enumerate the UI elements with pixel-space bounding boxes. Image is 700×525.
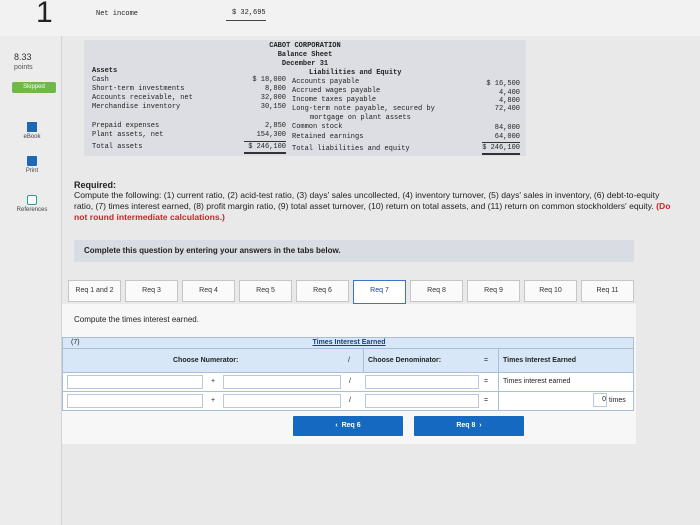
print-label: Print (25, 168, 39, 174)
ebook-label: eBook (23, 134, 41, 140)
instruction-box (74, 240, 634, 262)
numerator-label: Choose Numerator: (173, 357, 239, 364)
tab-req-9[interactable]: Req 9 (467, 280, 520, 302)
liability-value: 4,800 (498, 97, 520, 105)
chevron-right-icon: › (475, 422, 482, 429)
grid-title: Times Interest Earned (312, 339, 386, 346)
liability-label: Long-term note payable, secured by (292, 105, 435, 113)
asset-label: Merchandise inventory (92, 103, 181, 111)
grid-row (62, 373, 634, 392)
liab-total-line (482, 153, 520, 155)
required-warning: (Do not round intermediate calculations.) (74, 201, 671, 222)
sheet-title: Balance Sheet (277, 51, 333, 59)
denominator-input-2[interactable] (365, 394, 479, 408)
chevron-left-icon: ‹ (335, 422, 342, 429)
required-text (74, 190, 674, 223)
req-number: (7) (71, 339, 80, 346)
times-interest-grid (62, 337, 634, 407)
asset-label: Prepaid expenses (92, 122, 160, 130)
top-strip (0, 0, 700, 36)
print-button[interactable] (10, 156, 54, 174)
liability-label: mortgage on plant assets (310, 114, 411, 122)
asset-value: 32,000 (260, 94, 286, 102)
liability-value: 72,400 (494, 105, 520, 113)
next-req-button[interactable] (414, 416, 524, 436)
numerator-input-3[interactable] (67, 394, 203, 408)
instruction-text: Complete this question by entering your answers in the tabs below. (84, 246, 341, 255)
tab-req-6[interactable]: Req 6 (296, 280, 349, 302)
plus-sign: + (211, 378, 216, 385)
equals-sign: = (484, 357, 489, 364)
liability-value: 4,400 (498, 89, 520, 97)
equals-sign: = (484, 378, 489, 385)
asset-label: Short-term investments (92, 85, 185, 93)
slash-sign: / (349, 397, 351, 404)
tab-req-10[interactable]: Req 10 (524, 280, 577, 302)
tab-req-5[interactable]: Req 5 (239, 280, 292, 302)
tab-req-11[interactable]: Req 11 (581, 280, 634, 302)
slash-sign: / (348, 357, 350, 364)
skipped-badge: Skipped (12, 82, 56, 93)
asset-value: $ 18,000 (252, 76, 286, 84)
asset-label: Accounts receivable, net (92, 94, 193, 102)
net-income-underline (226, 20, 266, 21)
net-income-label: Net income (96, 10, 139, 18)
tab-req-4[interactable]: Req 4 (182, 280, 235, 302)
assets-header: Assets (92, 67, 118, 75)
result-unit: times (609, 397, 626, 404)
total-assets-label: Total assets (92, 143, 143, 151)
sidebar (0, 36, 62, 525)
divider (498, 349, 499, 372)
slash-sign: / (349, 378, 351, 385)
required-body: Compute the following: (1) current ratio, (2) acid-test ratio, (3) days' sales uncollected, (4) inventory turnover, (5) days' sales in inventory, (6) debt-to-equity ratio, (7) times interest earned, (8) profit margin ratio, (9) total asset turnover, (10) return on total assets, and (11) return on common stockholders' equity. (74, 190, 660, 211)
liability-value: 84,000 (494, 124, 520, 132)
denominator-input[interactable] (365, 375, 479, 389)
references-label: References (16, 207, 48, 213)
grid-labels-row (62, 349, 634, 373)
grid-header (62, 337, 634, 349)
tab-req-3[interactable]: Req 3 (125, 280, 178, 302)
asset-value: 154,300 (256, 131, 286, 139)
liability-label: Income taxes payable (292, 96, 377, 104)
next-req-label: Req 8 (456, 422, 476, 429)
divider (498, 392, 499, 410)
ebook-button[interactable] (10, 122, 54, 140)
sheet-date: December 31 (281, 60, 329, 68)
liab-subtotal-line (482, 142, 520, 143)
total-liabilities-label: Total liabilities and equity (292, 145, 410, 153)
liability-label: Retained earnings (292, 133, 364, 141)
liability-label: Common stock (292, 123, 343, 131)
net-income-value: $ 32,695 (232, 9, 266, 17)
asset-label: Plant assets, net (92, 131, 164, 139)
tab-req-1-2[interactable]: Req 1 and 2 (68, 280, 121, 302)
tab-req-7[interactable]: Req 7 (353, 280, 406, 304)
points-label: points (14, 64, 33, 71)
points-value: 8.33 (14, 52, 32, 62)
assets-total-line (244, 152, 286, 154)
printer-icon (27, 156, 37, 166)
prev-req-button[interactable] (293, 416, 403, 436)
divider (498, 373, 499, 391)
asset-value: 2,850 (264, 122, 286, 130)
numerator-input-2[interactable] (223, 375, 341, 389)
liability-label: Accounts payable (292, 78, 360, 86)
numerator-input-4[interactable] (223, 394, 341, 408)
denominator-label: Choose Denominator: (368, 357, 442, 364)
equals-sign: = (484, 397, 489, 404)
asset-value: 8,800 (264, 85, 286, 93)
required-title: Required: (74, 180, 117, 190)
plus-sign: + (211, 397, 216, 404)
numerator-input-1[interactable] (67, 375, 203, 389)
references-button[interactable] (10, 195, 54, 213)
divider (363, 349, 364, 372)
total-assets-value: $ 246,100 (248, 143, 286, 151)
liability-value: $ 16,500 (486, 80, 520, 88)
result-header: Times Interest Earned (503, 357, 577, 364)
book-icon (27, 122, 37, 132)
company-name: CABOT CORPORATION (269, 42, 341, 50)
tab-req-8[interactable]: Req 8 (410, 280, 463, 302)
req-tabs (68, 280, 634, 304)
result-value: 0 (593, 393, 607, 407)
question-number: 1 (36, 0, 53, 29)
grid-row (62, 392, 634, 411)
question-prompt: Compute the times interest earned. (74, 315, 199, 324)
asset-label: Cash (92, 76, 109, 84)
assets-subtotal-line (244, 141, 286, 142)
liability-label: Accrued wages payable (292, 87, 381, 95)
result-label: Times interest earned (503, 378, 571, 385)
prev-req-label: Req 6 (341, 422, 361, 429)
liabilities-header: Liabilities and Equity (309, 69, 402, 77)
references-icon (27, 195, 37, 205)
liability-value: 64,000 (494, 133, 520, 141)
total-liabilities-value: $ 246,100 (482, 144, 520, 152)
asset-value: 30,150 (260, 103, 286, 111)
balance-sheet (84, 40, 526, 156)
